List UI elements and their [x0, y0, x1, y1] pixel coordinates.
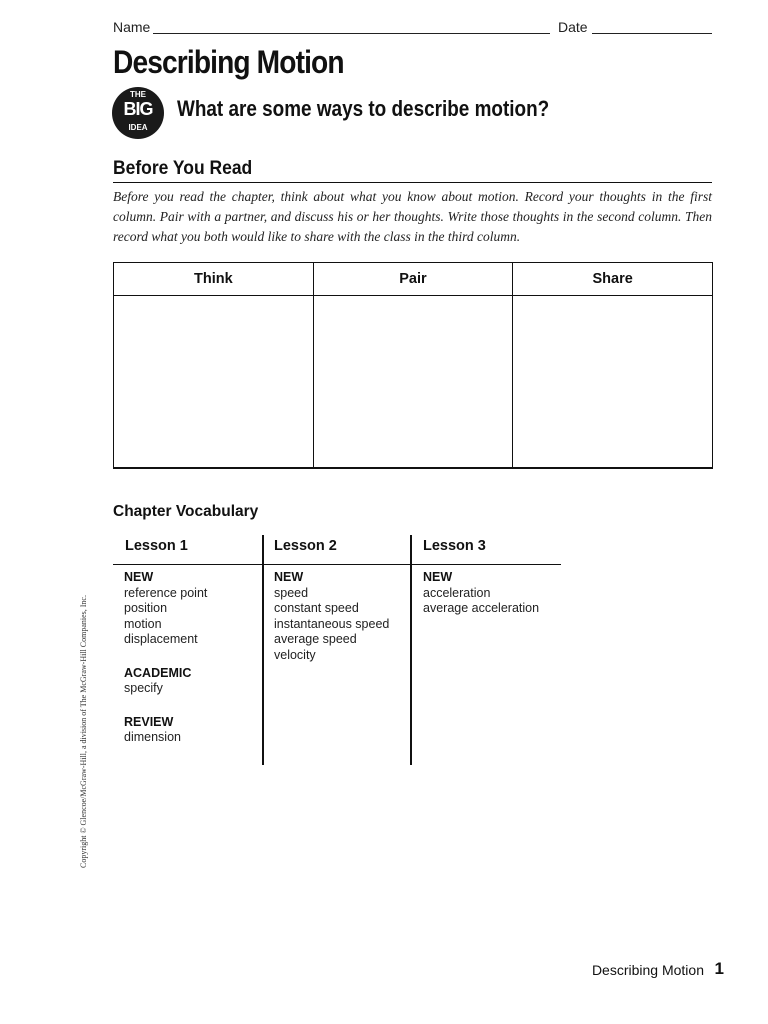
instructions-paragraph: Before you read the chapter, think about what you know about motion. Record your thoughts in the first column. Pair with a partner, and discuss his or her thoughts. Write those thoughts in the second column. Then record what you both would like to share with the class in the third column. — [113, 189, 712, 244]
vocab-term: velocity — [274, 647, 316, 662]
vocab-term: instantaneous speed — [274, 616, 390, 631]
page-number: 1 — [714, 959, 724, 978]
big-idea-line1: THE — [130, 90, 146, 99]
vocabulary-header-rule — [113, 564, 561, 565]
column-divider — [410, 535, 412, 765]
vocab-term: acceleration — [423, 585, 491, 600]
vocab-term: average speed — [274, 632, 357, 646]
group-label: ACADEMIC — [124, 665, 192, 680]
group-label: NEW — [274, 570, 304, 584]
name-field[interactable] — [153, 33, 550, 34]
vocab-term: position — [124, 601, 168, 615]
lesson-3-header: Lesson 3 — [423, 538, 486, 554]
group-label: REVIEW — [124, 714, 174, 729]
date-field[interactable] — [592, 33, 712, 34]
share-answer-cell[interactable] — [513, 296, 713, 469]
footer-label: Describing Motion — [591, 962, 704, 978]
section-divider — [113, 182, 712, 183]
vocab-group — [124, 715, 207, 746]
vocab-term: reference point — [124, 585, 208, 600]
big-idea-question: What are some ways to describe motion? — [177, 96, 550, 121]
section-heading: Before You Read — [113, 158, 253, 179]
big-idea-line2: BIG — [123, 99, 153, 119]
vocab-term: specify — [124, 681, 163, 695]
think-answer-cell[interactable] — [114, 296, 314, 469]
vocab-group — [124, 570, 207, 648]
vocab-group — [124, 666, 207, 697]
column-header-think: Think — [114, 263, 314, 296]
big-idea-line3: IDEA — [128, 123, 148, 132]
vocab-term: dimension — [124, 730, 181, 744]
page-title: Describing Motion — [113, 44, 344, 80]
vocab-term: constant speed — [274, 601, 359, 615]
lesson-2-terms — [274, 570, 389, 681]
vocab-group — [423, 570, 539, 617]
column-divider — [262, 535, 264, 765]
copyright-notice: Copyright © Glencoe/McGraw-Hill, a division of The McGraw-Hill Companies, Inc. — [79, 595, 88, 868]
name-label: Name — [113, 19, 151, 35]
date-label: Date — [558, 19, 588, 35]
lesson-1-header: Lesson 1 — [125, 538, 188, 554]
think-pair-share-table — [113, 262, 713, 469]
vocab-term: displacement — [124, 632, 198, 646]
group-label: NEW — [124, 570, 154, 584]
column-header-pair: Pair — [313, 263, 513, 296]
column-header-share: Share — [513, 263, 713, 296]
vocab-term: speed — [274, 585, 309, 600]
vocab-term: motion — [124, 616, 162, 631]
lesson-3-terms — [423, 570, 539, 635]
big-idea-badge-icon — [112, 87, 164, 139]
lesson-2-header: Lesson 2 — [274, 538, 337, 554]
vocab-group — [274, 570, 389, 663]
vocab-term: average acceleration — [423, 601, 540, 615]
pair-answer-cell[interactable] — [313, 296, 513, 469]
group-label: NEW — [423, 570, 453, 584]
lesson-1-terms — [124, 570, 207, 764]
vocabulary-heading: Chapter Vocabulary — [113, 503, 259, 520]
